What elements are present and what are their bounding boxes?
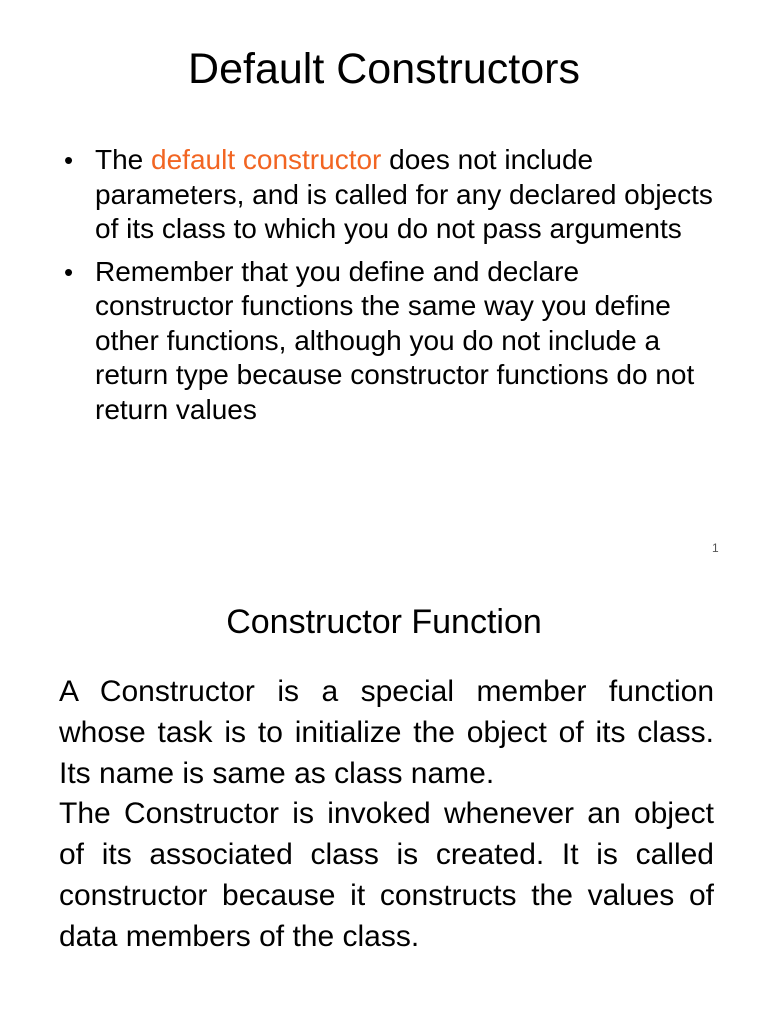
bullet-item <box>62 255 722 428</box>
slide-constructor-function <box>0 570 768 1024</box>
highlighted-term: default constructor <box>151 144 382 175</box>
slide-title: Default Constructors <box>188 45 580 93</box>
body-text <box>59 672 714 958</box>
paragraph: A Constructor is a special member function whose task is to initialize the object of its class. Its name is same as class name. <box>59 675 714 790</box>
bullet-text: Remember that you define and declare constructor functions the same way you define other functions, although you do not include a return type because constructor functions do not return values <box>95 255 695 425</box>
bullet-dot-icon: • <box>64 256 74 287</box>
bullet-dot-icon: • <box>64 145 74 175</box>
bullet-text-prefix: The <box>95 144 152 175</box>
paragraph: The Constructor is invoked whenever an object of its associated class is created. It is called constructor because it constructs the values of data members of the class. <box>59 797 714 953</box>
bullet-item <box>62 143 722 247</box>
slide-title: Constructor Function <box>226 603 542 641</box>
slide-number: 1 <box>712 541 719 555</box>
bullet-text-suffix: does not include parameters, and is called for any declared objects of its class to which you do not pass arguments <box>95 144 713 244</box>
bullet-list <box>62 143 722 435</box>
